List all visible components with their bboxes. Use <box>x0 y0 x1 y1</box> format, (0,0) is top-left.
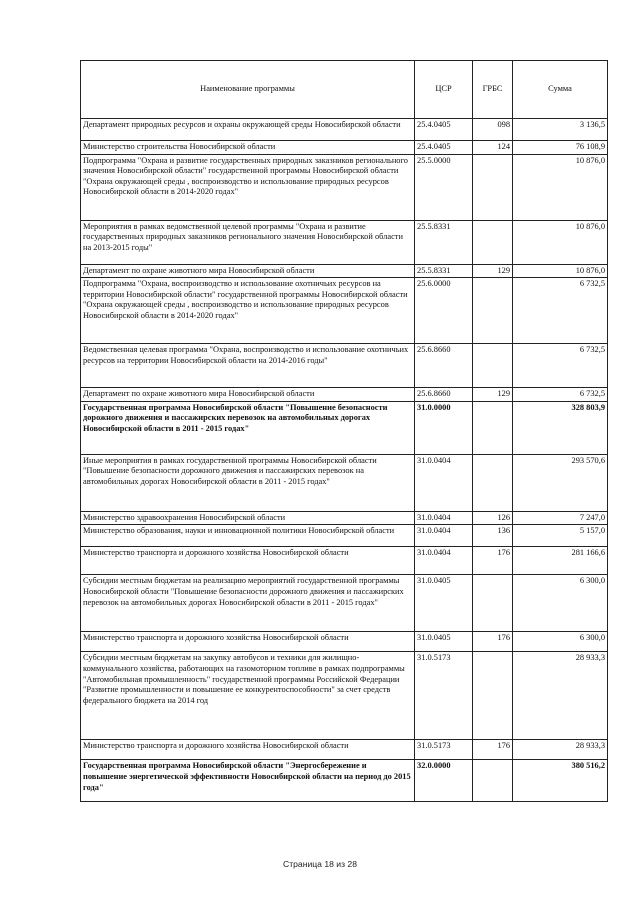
grbs-cell: 176 <box>473 740 513 760</box>
table-row <box>81 388 608 402</box>
table-row <box>81 278 608 344</box>
program-name-cell: Субсидии местным бюджетам на закупку автобусов и техники для жилищно-коммунального хозяйства, работающих на газомоторном топливе в рамках подпрограммы "Автомобильная промышленность" государственной программы Российской Федерации "Развитие промышленности и повышение ее конкурентоспособности" за счет средств федерального бюджета на 2014 год <box>81 652 415 740</box>
sum-cell: 10 876,0 <box>513 220 608 264</box>
program-name-cell: Министерство строительства Новосибирской области <box>81 141 415 155</box>
table-row <box>81 264 608 278</box>
program-name-cell: Министерство транспорта и дорожного хозяйства Новосибирской области <box>81 547 415 575</box>
csr-cell: 31.0.0405 <box>415 632 473 652</box>
sum-cell: 6 300,0 <box>513 632 608 652</box>
program-name-cell: Министерство образования, науки и инновационной политики Новосибирской области <box>81 525 415 547</box>
program-name-cell: Министерство здравоохранения Новосибирской области <box>81 511 415 525</box>
csr-cell: 32.0.0000 <box>415 760 473 802</box>
grbs-cell: 176 <box>473 547 513 575</box>
grbs-cell <box>473 154 513 220</box>
header-grbs: ГРБС <box>473 61 513 119</box>
table-row <box>81 652 608 740</box>
header-row <box>81 61 608 119</box>
sum-cell: 6 732,5 <box>513 388 608 402</box>
program-name-cell: Департамент по охране животного мира Новосибирской области <box>81 388 415 402</box>
grbs-cell <box>473 454 513 511</box>
grbs-cell <box>473 575 513 632</box>
csr-cell: 25.4.0405 <box>415 119 473 141</box>
csr-cell: 25.5.0000 <box>415 154 473 220</box>
grbs-cell <box>473 220 513 264</box>
csr-cell: 25.5.8331 <box>415 220 473 264</box>
sum-cell: 6 300,0 <box>513 575 608 632</box>
table-row <box>81 575 608 632</box>
sum-cell: 3 136,5 <box>513 119 608 141</box>
csr-cell: 31.0.0405 <box>415 575 473 632</box>
sum-cell: 328 803,9 <box>513 401 608 454</box>
program-name-cell: Министерство транспорта и дорожного хозяйства Новосибирской области <box>81 632 415 652</box>
sum-cell: 5 157,0 <box>513 525 608 547</box>
budget-table <box>80 60 608 802</box>
grbs-cell: 126 <box>473 511 513 525</box>
program-name-cell: Подпрограмма "Охрана, воспроизводство и использование охотничьих ресурсов на территории Новосибирской области" государственной программы Новосибирской области "Охрана окружающей среды , воспроизводство и использование природных ресурсов Новосибирской области в 2014-2020 годах" <box>81 278 415 344</box>
csr-cell: 25.6.8660 <box>415 344 473 388</box>
grbs-cell <box>473 760 513 802</box>
csr-cell: 25.4.0405 <box>415 141 473 155</box>
sum-cell: 28 933,3 <box>513 652 608 740</box>
csr-cell: 25.6.8660 <box>415 388 473 402</box>
header-csr: ЦСР <box>415 61 473 119</box>
csr-cell: 25.5.8331 <box>415 264 473 278</box>
grbs-cell <box>473 401 513 454</box>
table-row <box>81 344 608 388</box>
table-row <box>81 154 608 220</box>
table-row <box>81 547 608 575</box>
csr-cell: 31.0.0404 <box>415 525 473 547</box>
csr-cell: 31.0.0404 <box>415 454 473 511</box>
csr-cell: 31.0.5173 <box>415 740 473 760</box>
csr-cell: 31.0.0000 <box>415 401 473 454</box>
table-row <box>81 454 608 511</box>
program-name-cell: Департамент природных ресурсов и охраны окружающей среды Новосибирской области <box>81 119 415 141</box>
grbs-cell <box>473 344 513 388</box>
table-row <box>81 632 608 652</box>
table-row <box>81 760 608 802</box>
sum-cell: 10 876,0 <box>513 154 608 220</box>
sum-cell: 76 108,9 <box>513 141 608 155</box>
header-sum: Сумма <box>513 61 608 119</box>
csr-cell: 31.0.0404 <box>415 547 473 575</box>
program-name-cell: Государственная программа Новосибирской области "Энергосбережение и повышение энергетической эффективности Новосибирской области на период до 2015 года" <box>81 760 415 802</box>
sum-cell: 380 516,2 <box>513 760 608 802</box>
csr-cell: 25.6.0000 <box>415 278 473 344</box>
grbs-cell: 136 <box>473 525 513 547</box>
program-name-cell: Субсидии местным бюджетам на реализацию мероприятий государственной программы Новосибирской области "Повышение безопасности дорожного движения и пассажирских перевозок на автомобильных дорогах Новосибирской области в 2011 - 2015 годах" <box>81 575 415 632</box>
table-row <box>81 511 608 525</box>
sum-cell: 293 570,6 <box>513 454 608 511</box>
sum-cell: 28 933,3 <box>513 740 608 760</box>
sum-cell: 7 247,0 <box>513 511 608 525</box>
program-name-cell: Департамент по охране животного мира Новосибирской области <box>81 264 415 278</box>
grbs-cell <box>473 652 513 740</box>
sum-cell: 6 732,5 <box>513 278 608 344</box>
table-row <box>81 220 608 264</box>
table-row <box>81 119 608 141</box>
grbs-cell: 124 <box>473 141 513 155</box>
table-row <box>81 401 608 454</box>
table-row <box>81 740 608 760</box>
program-name-cell: Министерство транспорта и дорожного хозяйства Новосибирской области <box>81 740 415 760</box>
sum-cell: 281 166,6 <box>513 547 608 575</box>
program-name-cell: Подпрограмма "Охрана и развитие государственных природных заказников регионального значения Новосибирской области" государственной программы Новосибирской области "Охрана окружающей среды , воспроизводство и использование природных ресурсов Новосибирской области в 2014-2020 годах" <box>81 154 415 220</box>
sum-cell: 10 876,0 <box>513 264 608 278</box>
program-name-cell: Мероприятия в рамках ведомственной целевой программы "Охрана и развитие государственных природных заказников регионального значения Новосибирской области на 2013-2015 годы" <box>81 220 415 264</box>
sum-cell: 6 732,5 <box>513 344 608 388</box>
grbs-cell: 129 <box>473 388 513 402</box>
csr-cell: 31.0.5173 <box>415 652 473 740</box>
table-row <box>81 141 608 155</box>
program-name-cell: Иные мероприятия в рамках государственной программы Новосибирской области "Повышение безопасности дорожного движения и пассажирских перевозок на автомобильных дорогах Новосибирской области в 2011 - 2015 годах" <box>81 454 415 511</box>
page-number: Страница 18 из 28 <box>283 859 357 869</box>
program-name-cell: Ведомственная целевая программа "Охрана, воспроизводство и использование охотничьих ресурсов на территории Новосибирской области на 2014-2016 годы" <box>81 344 415 388</box>
csr-cell: 31.0.0404 <box>415 511 473 525</box>
grbs-cell <box>473 278 513 344</box>
grbs-cell: 176 <box>473 632 513 652</box>
grbs-cell: 129 <box>473 264 513 278</box>
table-row <box>81 525 608 547</box>
header-program-name: Наименование программы <box>81 61 415 119</box>
grbs-cell: 098 <box>473 119 513 141</box>
program-name-cell: Государственная программа Новосибирской области "Повышение безопасности дорожного движения и пассажирских перевозок на автомобильных дорогах Новосибирской области в 2011 - 2015 годах" <box>81 401 415 454</box>
